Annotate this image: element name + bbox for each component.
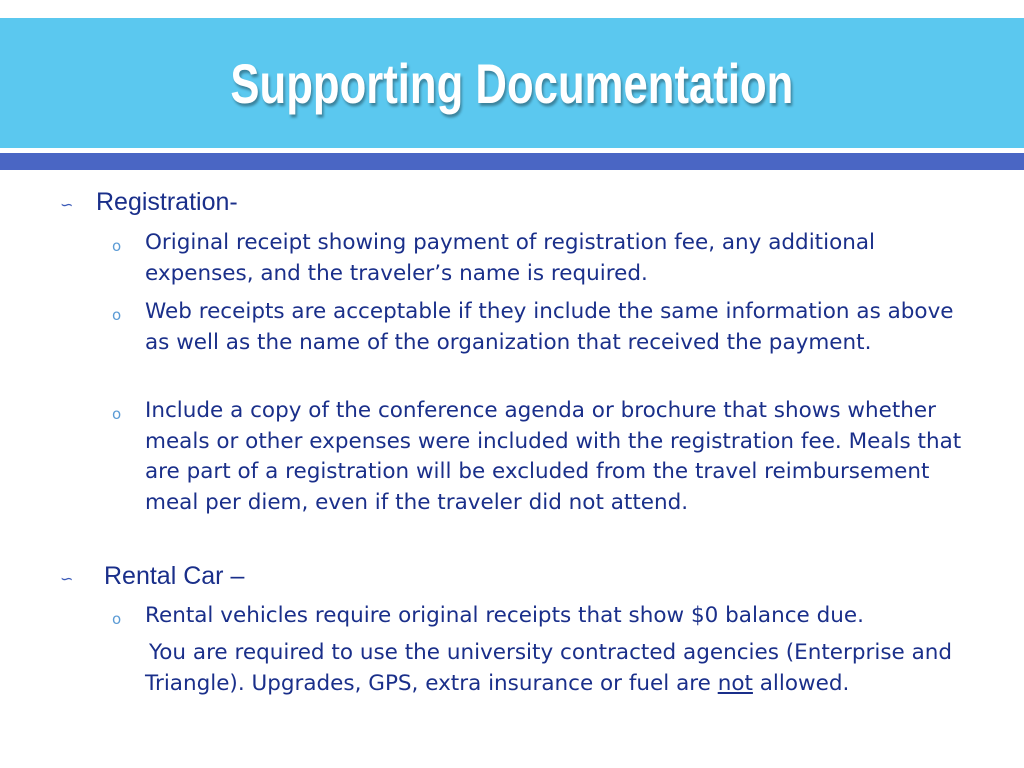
top-strip bbox=[0, 0, 1024, 18]
curly-bullet-icon: ∽ bbox=[60, 195, 74, 214]
section-heading-rental-car: Rental Car – bbox=[104, 562, 245, 590]
sub-bullet-rental-receipts bbox=[112, 601, 962, 634]
sub-bullet-web-receipts bbox=[112, 297, 962, 358]
accent-bar bbox=[0, 153, 1024, 170]
curly-bullet-icon: ∽ bbox=[60, 569, 74, 588]
continuation-text-end: allowed. bbox=[752, 670, 850, 696]
bullet-rental-car bbox=[60, 562, 244, 591]
sub-bullet-text: Rental vehicles require original receipts that show $0 balance due. bbox=[145, 603, 864, 628]
circle-bullet-icon: o bbox=[112, 306, 122, 324]
sub-bullet-text: Include a copy of the conference agenda or brochure that shows whether meals or other expenses were included with the registration fee. Meals that are part of a registration will be excluded from the travel reimbursement meal per diem, even if the traveler did not attend. bbox=[145, 398, 962, 515]
rental-car-continuation bbox=[145, 638, 965, 699]
circle-bullet-icon: o bbox=[112, 610, 122, 628]
sub-bullet-text: Original receipt showing payment of registration fee, any additional expenses, and the traveler’s name is required. bbox=[145, 230, 876, 286]
slide-body bbox=[0, 170, 1024, 768]
slide-title: Supporting Documentation bbox=[230, 51, 794, 115]
sub-bullet-receipt bbox=[112, 228, 962, 289]
circle-bullet-icon: o bbox=[112, 237, 122, 255]
emphasis-not: not bbox=[717, 670, 753, 696]
bullet-registration bbox=[60, 188, 238, 217]
continuation-text: You are required to use the university contracted agencies (Enterprise and Triangle). Upgrades, GPS, extra insurance or fuel are bbox=[145, 640, 953, 696]
circle-bullet-icon: o bbox=[112, 405, 122, 423]
sub-bullet-text: Web receipts are acceptable if they include the same information as above as well as the name of the organization that received the payment. bbox=[145, 299, 954, 355]
title-band bbox=[0, 18, 1024, 148]
sub-bullet-agenda bbox=[112, 396, 962, 518]
section-heading-registration: Registration- bbox=[96, 188, 238, 216]
